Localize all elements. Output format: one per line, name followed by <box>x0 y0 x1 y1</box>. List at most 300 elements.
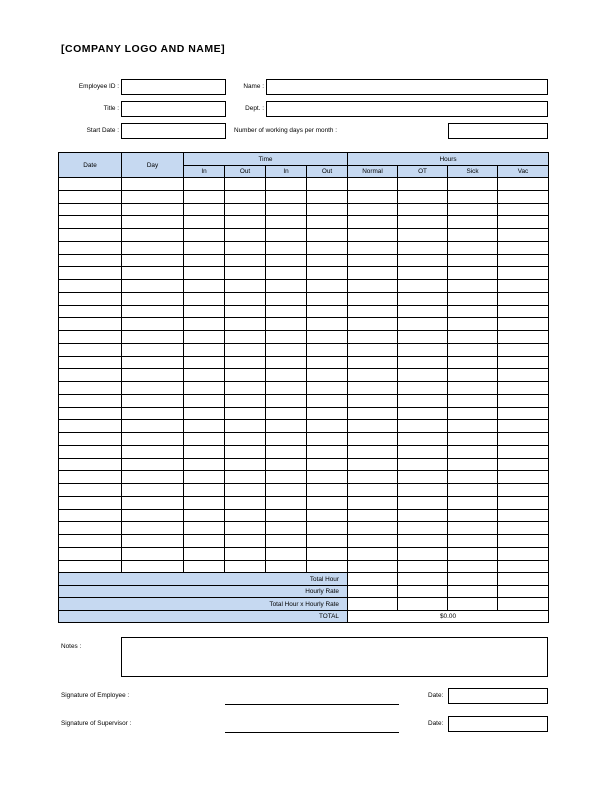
cell-vac[interactable] <box>498 254 549 267</box>
cell-normal[interactable] <box>348 496 398 509</box>
cell-time-in-2[interactable] <box>266 509 307 522</box>
total-hour-vac[interactable] <box>498 573 549 586</box>
cell-time-out-2[interactable] <box>307 356 348 369</box>
cell-time-in-1[interactable] <box>184 420 225 433</box>
cell-vac[interactable] <box>498 522 549 535</box>
cell-time-in-2[interactable] <box>266 178 307 191</box>
cell-sick[interactable] <box>448 445 498 458</box>
cell-sick[interactable] <box>448 484 498 497</box>
cell-sick[interactable] <box>448 331 498 344</box>
cell-time-in-2[interactable] <box>266 280 307 293</box>
cell-vac[interactable] <box>498 394 549 407</box>
cell-time-out-2[interactable] <box>307 484 348 497</box>
cell-vac[interactable] <box>498 203 549 216</box>
cell-sick[interactable] <box>448 254 498 267</box>
cell-date[interactable] <box>59 458 122 471</box>
cell-time-in-1[interactable] <box>184 509 225 522</box>
cell-day[interactable] <box>122 229 184 242</box>
cell-sick[interactable] <box>448 280 498 293</box>
cell-time-in-2[interactable] <box>266 241 307 254</box>
cell-date[interactable] <box>59 420 122 433</box>
cell-time-out-2[interactable] <box>307 203 348 216</box>
cell-time-out-1[interactable] <box>225 382 266 395</box>
hourly-rate-vac[interactable] <box>498 585 549 598</box>
cell-ot[interactable] <box>398 407 448 420</box>
total-x-rate-ot[interactable] <box>398 598 448 611</box>
cell-normal[interactable] <box>348 458 398 471</box>
cell-time-out-2[interactable] <box>307 522 348 535</box>
cell-time-out-1[interactable] <box>225 292 266 305</box>
cell-sick[interactable] <box>448 305 498 318</box>
cell-time-out-2[interactable] <box>307 267 348 280</box>
cell-time-out-1[interactable] <box>225 560 266 573</box>
cell-time-out-2[interactable] <box>307 343 348 356</box>
cell-time-out-1[interactable] <box>225 203 266 216</box>
cell-time-out-2[interactable] <box>307 190 348 203</box>
cell-vac[interactable] <box>498 484 549 497</box>
cell-ot[interactable] <box>398 484 448 497</box>
cell-time-in-1[interactable] <box>184 394 225 407</box>
cell-day[interactable] <box>122 445 184 458</box>
cell-vac[interactable] <box>498 560 549 573</box>
cell-time-in-2[interactable] <box>266 471 307 484</box>
cell-time-in-2[interactable] <box>266 445 307 458</box>
cell-ot[interactable] <box>398 433 448 446</box>
supervisor-signature-line[interactable] <box>225 732 399 733</box>
cell-day[interactable] <box>122 216 184 229</box>
cell-vac[interactable] <box>498 547 549 560</box>
cell-date[interactable] <box>59 560 122 573</box>
cell-time-in-1[interactable] <box>184 305 225 318</box>
cell-day[interactable] <box>122 305 184 318</box>
cell-time-in-1[interactable] <box>184 254 225 267</box>
cell-day[interactable] <box>122 241 184 254</box>
cell-vac[interactable] <box>498 420 549 433</box>
cell-time-in-2[interactable] <box>266 420 307 433</box>
cell-ot[interactable] <box>398 343 448 356</box>
cell-time-in-1[interactable] <box>184 356 225 369</box>
cell-date[interactable] <box>59 484 122 497</box>
cell-time-out-1[interactable] <box>225 484 266 497</box>
cell-time-out-2[interactable] <box>307 305 348 318</box>
cell-time-in-2[interactable] <box>266 331 307 344</box>
cell-vac[interactable] <box>498 241 549 254</box>
cell-time-in-2[interactable] <box>266 203 307 216</box>
cell-time-in-2[interactable] <box>266 356 307 369</box>
cell-date[interactable] <box>59 369 122 382</box>
cell-ot[interactable] <box>398 318 448 331</box>
cell-time-in-1[interactable] <box>184 292 225 305</box>
hourly-rate-ot[interactable] <box>398 585 448 598</box>
cell-time-in-2[interactable] <box>266 560 307 573</box>
cell-sick[interactable] <box>448 407 498 420</box>
cell-date[interactable] <box>59 305 122 318</box>
cell-time-in-2[interactable] <box>266 318 307 331</box>
cell-ot[interactable] <box>398 292 448 305</box>
cell-vac[interactable] <box>498 496 549 509</box>
working-days-field[interactable] <box>448 123 548 139</box>
cell-sick[interactable] <box>448 420 498 433</box>
cell-day[interactable] <box>122 484 184 497</box>
cell-normal[interactable] <box>348 560 398 573</box>
cell-ot[interactable] <box>398 280 448 293</box>
cell-day[interactable] <box>122 178 184 191</box>
cell-time-in-2[interactable] <box>266 535 307 548</box>
cell-time-in-2[interactable] <box>266 394 307 407</box>
cell-time-in-2[interactable] <box>266 343 307 356</box>
cell-time-out-2[interactable] <box>307 318 348 331</box>
cell-time-in-1[interactable] <box>184 178 225 191</box>
cell-normal[interactable] <box>348 484 398 497</box>
cell-date[interactable] <box>59 190 122 203</box>
cell-time-in-1[interactable] <box>184 560 225 573</box>
cell-ot[interactable] <box>398 356 448 369</box>
cell-normal[interactable] <box>348 267 398 280</box>
cell-normal[interactable] <box>348 254 398 267</box>
cell-vac[interactable] <box>498 407 549 420</box>
cell-day[interactable] <box>122 394 184 407</box>
cell-time-in-2[interactable] <box>266 496 307 509</box>
cell-time-out-2[interactable] <box>307 216 348 229</box>
total-hour-sick[interactable] <box>448 573 498 586</box>
cell-day[interactable] <box>122 190 184 203</box>
cell-vac[interactable] <box>498 280 549 293</box>
cell-ot[interactable] <box>398 394 448 407</box>
cell-time-in-1[interactable] <box>184 343 225 356</box>
cell-time-in-1[interactable] <box>184 547 225 560</box>
cell-sick[interactable] <box>448 369 498 382</box>
cell-ot[interactable] <box>398 445 448 458</box>
cell-time-out-2[interactable] <box>307 241 348 254</box>
cell-time-in-1[interactable] <box>184 445 225 458</box>
total-x-rate-sick[interactable] <box>448 598 498 611</box>
cell-vac[interactable] <box>498 369 549 382</box>
cell-sick[interactable] <box>448 178 498 191</box>
cell-time-out-1[interactable] <box>225 241 266 254</box>
cell-time-out-1[interactable] <box>225 331 266 344</box>
cell-time-in-2[interactable] <box>266 484 307 497</box>
cell-ot[interactable] <box>398 216 448 229</box>
cell-date[interactable] <box>59 254 122 267</box>
cell-normal[interactable] <box>348 331 398 344</box>
cell-normal[interactable] <box>348 445 398 458</box>
cell-date[interactable] <box>59 280 122 293</box>
cell-time-out-2[interactable] <box>307 292 348 305</box>
cell-ot[interactable] <box>398 522 448 535</box>
cell-time-in-1[interactable] <box>184 318 225 331</box>
cell-day[interactable] <box>122 547 184 560</box>
cell-normal[interactable] <box>348 203 398 216</box>
cell-sick[interactable] <box>448 496 498 509</box>
cell-normal[interactable] <box>348 241 398 254</box>
cell-time-out-1[interactable] <box>225 178 266 191</box>
cell-time-in-2[interactable] <box>266 292 307 305</box>
cell-ot[interactable] <box>398 190 448 203</box>
cell-time-out-2[interactable] <box>307 178 348 191</box>
cell-sick[interactable] <box>448 547 498 560</box>
cell-day[interactable] <box>122 407 184 420</box>
cell-time-in-1[interactable] <box>184 229 225 242</box>
cell-day[interactable] <box>122 458 184 471</box>
cell-normal[interactable] <box>348 178 398 191</box>
start-date-field[interactable] <box>121 123 226 139</box>
cell-date[interactable] <box>59 292 122 305</box>
cell-time-in-1[interactable] <box>184 369 225 382</box>
cell-date[interactable] <box>59 203 122 216</box>
cell-time-in-1[interactable] <box>184 433 225 446</box>
cell-time-in-1[interactable] <box>184 496 225 509</box>
cell-time-out-1[interactable] <box>225 216 266 229</box>
cell-day[interactable] <box>122 203 184 216</box>
cell-vac[interactable] <box>498 471 549 484</box>
cell-time-out-1[interactable] <box>225 369 266 382</box>
cell-time-in-1[interactable] <box>184 267 225 280</box>
cell-normal[interactable] <box>348 420 398 433</box>
cell-normal[interactable] <box>348 547 398 560</box>
cell-sick[interactable] <box>448 216 498 229</box>
cell-time-out-1[interactable] <box>225 356 266 369</box>
cell-time-out-1[interactable] <box>225 458 266 471</box>
cell-vac[interactable] <box>498 509 549 522</box>
cell-sick[interactable] <box>448 356 498 369</box>
cell-ot[interactable] <box>398 471 448 484</box>
cell-day[interactable] <box>122 420 184 433</box>
supervisor-date-field[interactable] <box>448 716 548 732</box>
cell-normal[interactable] <box>348 305 398 318</box>
cell-vac[interactable] <box>498 343 549 356</box>
cell-sick[interactable] <box>448 535 498 548</box>
hourly-rate-sick[interactable] <box>448 585 498 598</box>
total-x-rate-normal[interactable] <box>348 598 398 611</box>
cell-normal[interactable] <box>348 522 398 535</box>
cell-time-in-1[interactable] <box>184 535 225 548</box>
cell-date[interactable] <box>59 318 122 331</box>
total-hour-normal[interactable] <box>348 573 398 586</box>
cell-day[interactable] <box>122 343 184 356</box>
cell-date[interactable] <box>59 267 122 280</box>
cell-ot[interactable] <box>398 305 448 318</box>
cell-time-in-2[interactable] <box>266 407 307 420</box>
cell-vac[interactable] <box>498 535 549 548</box>
cell-sick[interactable] <box>448 560 498 573</box>
cell-time-in-1[interactable] <box>184 203 225 216</box>
cell-ot[interactable] <box>398 178 448 191</box>
cell-vac[interactable] <box>498 331 549 344</box>
cell-ot[interactable] <box>398 496 448 509</box>
cell-sick[interactable] <box>448 433 498 446</box>
cell-sick[interactable] <box>448 343 498 356</box>
cell-time-in-1[interactable] <box>184 190 225 203</box>
total-hour-ot[interactable] <box>398 573 448 586</box>
cell-ot[interactable] <box>398 203 448 216</box>
cell-vac[interactable] <box>498 445 549 458</box>
cell-sick[interactable] <box>448 471 498 484</box>
cell-time-out-2[interactable] <box>307 394 348 407</box>
cell-time-out-2[interactable] <box>307 420 348 433</box>
employee-signature-line[interactable] <box>225 704 399 705</box>
cell-time-in-2[interactable] <box>266 190 307 203</box>
cell-time-out-2[interactable] <box>307 509 348 522</box>
cell-day[interactable] <box>122 509 184 522</box>
cell-vac[interactable] <box>498 458 549 471</box>
cell-time-out-2[interactable] <box>307 254 348 267</box>
cell-day[interactable] <box>122 331 184 344</box>
cell-vac[interactable] <box>498 292 549 305</box>
cell-ot[interactable] <box>398 369 448 382</box>
cell-day[interactable] <box>122 560 184 573</box>
cell-sick[interactable] <box>448 292 498 305</box>
cell-vac[interactable] <box>498 305 549 318</box>
cell-time-in-1[interactable] <box>184 522 225 535</box>
cell-time-out-2[interactable] <box>307 471 348 484</box>
cell-date[interactable] <box>59 178 122 191</box>
cell-time-out-2[interactable] <box>307 445 348 458</box>
cell-vac[interactable] <box>498 356 549 369</box>
cell-vac[interactable] <box>498 382 549 395</box>
cell-normal[interactable] <box>348 382 398 395</box>
cell-time-out-1[interactable] <box>225 267 266 280</box>
cell-time-out-1[interactable] <box>225 471 266 484</box>
cell-normal[interactable] <box>348 407 398 420</box>
cell-sick[interactable] <box>448 229 498 242</box>
employee-date-field[interactable] <box>448 688 548 704</box>
cell-time-in-1[interactable] <box>184 407 225 420</box>
cell-ot[interactable] <box>398 331 448 344</box>
cell-time-in-2[interactable] <box>266 305 307 318</box>
cell-vac[interactable] <box>498 267 549 280</box>
cell-time-in-2[interactable] <box>266 369 307 382</box>
cell-normal[interactable] <box>348 369 398 382</box>
cell-normal[interactable] <box>348 280 398 293</box>
cell-time-out-1[interactable] <box>225 254 266 267</box>
cell-time-out-1[interactable] <box>225 280 266 293</box>
cell-ot[interactable] <box>398 547 448 560</box>
cell-time-out-2[interactable] <box>307 280 348 293</box>
cell-time-out-1[interactable] <box>225 229 266 242</box>
cell-ot[interactable] <box>398 560 448 573</box>
cell-sick[interactable] <box>448 394 498 407</box>
cell-time-out-2[interactable] <box>307 458 348 471</box>
cell-day[interactable] <box>122 280 184 293</box>
cell-time-out-2[interactable] <box>307 229 348 242</box>
cell-day[interactable] <box>122 254 184 267</box>
cell-time-out-1[interactable] <box>225 420 266 433</box>
cell-time-out-1[interactable] <box>225 547 266 560</box>
total-x-rate-vac[interactable] <box>498 598 549 611</box>
cell-time-out-1[interactable] <box>225 509 266 522</box>
cell-time-in-1[interactable] <box>184 331 225 344</box>
cell-ot[interactable] <box>398 229 448 242</box>
cell-normal[interactable] <box>348 471 398 484</box>
cell-time-in-2[interactable] <box>266 522 307 535</box>
notes-field[interactable] <box>121 637 548 677</box>
cell-time-out-1[interactable] <box>225 318 266 331</box>
cell-time-in-2[interactable] <box>266 458 307 471</box>
cell-time-out-2[interactable] <box>307 433 348 446</box>
cell-day[interactable] <box>122 496 184 509</box>
cell-vac[interactable] <box>498 318 549 331</box>
cell-time-in-1[interactable] <box>184 241 225 254</box>
cell-day[interactable] <box>122 471 184 484</box>
cell-sick[interactable] <box>448 203 498 216</box>
cell-time-in-2[interactable] <box>266 254 307 267</box>
cell-day[interactable] <box>122 292 184 305</box>
cell-normal[interactable] <box>348 229 398 242</box>
cell-time-in-2[interactable] <box>266 267 307 280</box>
cell-time-in-1[interactable] <box>184 458 225 471</box>
cell-time-out-1[interactable] <box>225 305 266 318</box>
cell-time-in-1[interactable] <box>184 471 225 484</box>
cell-date[interactable] <box>59 382 122 395</box>
cell-time-out-1[interactable] <box>225 445 266 458</box>
cell-day[interactable] <box>122 522 184 535</box>
cell-date[interactable] <box>59 356 122 369</box>
cell-date[interactable] <box>59 522 122 535</box>
name-field[interactable] <box>266 79 548 95</box>
cell-time-in-2[interactable] <box>266 229 307 242</box>
cell-time-in-2[interactable] <box>266 382 307 395</box>
cell-normal[interactable] <box>348 433 398 446</box>
cell-time-in-2[interactable] <box>266 216 307 229</box>
cell-day[interactable] <box>122 318 184 331</box>
cell-date[interactable] <box>59 471 122 484</box>
cell-time-in-1[interactable] <box>184 382 225 395</box>
cell-time-out-1[interactable] <box>225 190 266 203</box>
cell-sick[interactable] <box>448 241 498 254</box>
cell-date[interactable] <box>59 241 122 254</box>
cell-ot[interactable] <box>398 254 448 267</box>
hourly-rate-normal[interactable] <box>348 585 398 598</box>
cell-normal[interactable] <box>348 509 398 522</box>
cell-normal[interactable] <box>348 535 398 548</box>
cell-normal[interactable] <box>348 343 398 356</box>
cell-sick[interactable] <box>448 382 498 395</box>
cell-normal[interactable] <box>348 356 398 369</box>
cell-time-out-2[interactable] <box>307 407 348 420</box>
cell-date[interactable] <box>59 331 122 344</box>
cell-sick[interactable] <box>448 522 498 535</box>
cell-date[interactable] <box>59 394 122 407</box>
cell-date[interactable] <box>59 445 122 458</box>
cell-normal[interactable] <box>348 292 398 305</box>
title-field[interactable] <box>121 101 226 117</box>
cell-day[interactable] <box>122 433 184 446</box>
cell-vac[interactable] <box>498 190 549 203</box>
cell-ot[interactable] <box>398 458 448 471</box>
cell-day[interactable] <box>122 382 184 395</box>
cell-ot[interactable] <box>398 241 448 254</box>
cell-ot[interactable] <box>398 535 448 548</box>
cell-ot[interactable] <box>398 382 448 395</box>
cell-time-in-1[interactable] <box>184 280 225 293</box>
cell-date[interactable] <box>59 496 122 509</box>
cell-date[interactable] <box>59 407 122 420</box>
dept-field[interactable] <box>266 101 548 117</box>
cell-sick[interactable] <box>448 318 498 331</box>
cell-time-in-2[interactable] <box>266 547 307 560</box>
cell-time-out-1[interactable] <box>225 535 266 548</box>
cell-ot[interactable] <box>398 509 448 522</box>
cell-time-out-1[interactable] <box>225 522 266 535</box>
cell-date[interactable] <box>59 547 122 560</box>
cell-date[interactable] <box>59 343 122 356</box>
cell-time-out-1[interactable] <box>225 407 266 420</box>
cell-time-in-1[interactable] <box>184 484 225 497</box>
cell-time-out-2[interactable] <box>307 535 348 548</box>
cell-normal[interactable] <box>348 190 398 203</box>
cell-sick[interactable] <box>448 190 498 203</box>
cell-sick[interactable] <box>448 267 498 280</box>
